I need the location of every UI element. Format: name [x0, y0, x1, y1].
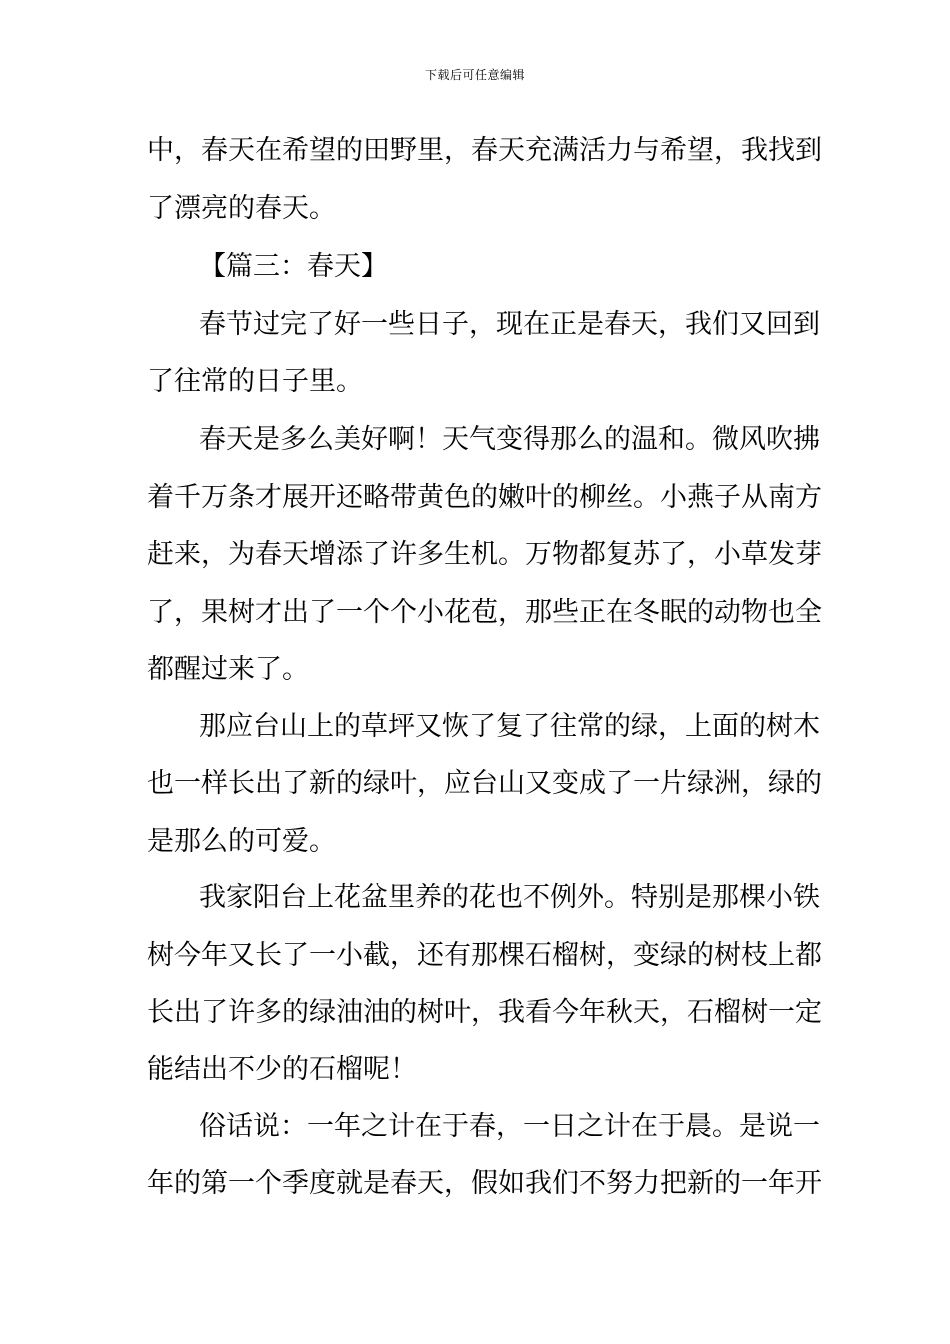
- text-line: 春天是多么美好啊！天气变得那么的温和。微风吹拂: [199, 424, 820, 455]
- section-heading: 【篇三：春天】: [199, 251, 388, 282]
- text-line: 年的第一个季度就是春天，假如我们不努力把新的一年开: [147, 1168, 822, 1199]
- text-line: 也一样长出了新的绿叶，应台山又变成了一片绿洲，绿的: [147, 768, 822, 799]
- text-line: 我家阳台上花盆里养的花也不例外。特别是那棵小铁: [199, 882, 820, 913]
- text-line: 俗话说：一年之计在于春，一日之计在于晨。是说一: [199, 1111, 820, 1142]
- text-line: 是那么的可爱。: [147, 826, 336, 857]
- text-line: 长出了许多的绿油油的树叶，我看今年秋天，石榴树一定: [147, 997, 822, 1028]
- text-line: 了往常的日子里。: [147, 366, 363, 397]
- text-line: 着千万条才展开还略带黄色的嫩叶的柳丝。小燕子从南方: [147, 482, 822, 513]
- text-line: 赶来，为春天增添了许多生机。万物都复苏了，小草发芽: [147, 539, 822, 570]
- text-line: 那应台山上的草坪又恢了复了往常的绿，上面的树木: [199, 711, 820, 742]
- text-line: 了，果树才出了一个个小花苞，那些正在冬眠的动物也全: [147, 597, 822, 628]
- text-line: 树今年又长了一小截，还有那棵石榴树，变绿的树枝上都: [147, 940, 822, 971]
- text-line: 中，春天在希望的田野里，春天充满活力与希望，我找到: [147, 135, 822, 166]
- page-header: 下载后可任意编辑: [424, 68, 525, 82]
- text-line: 了漂亮的春天。: [147, 193, 336, 224]
- text-line: 都醒过来了。: [147, 654, 309, 685]
- text-line: 春节过完了好一些日子，现在正是春天，我们又回到: [199, 309, 820, 340]
- text-line: 能结出不少的石榴呢！: [147, 1054, 417, 1085]
